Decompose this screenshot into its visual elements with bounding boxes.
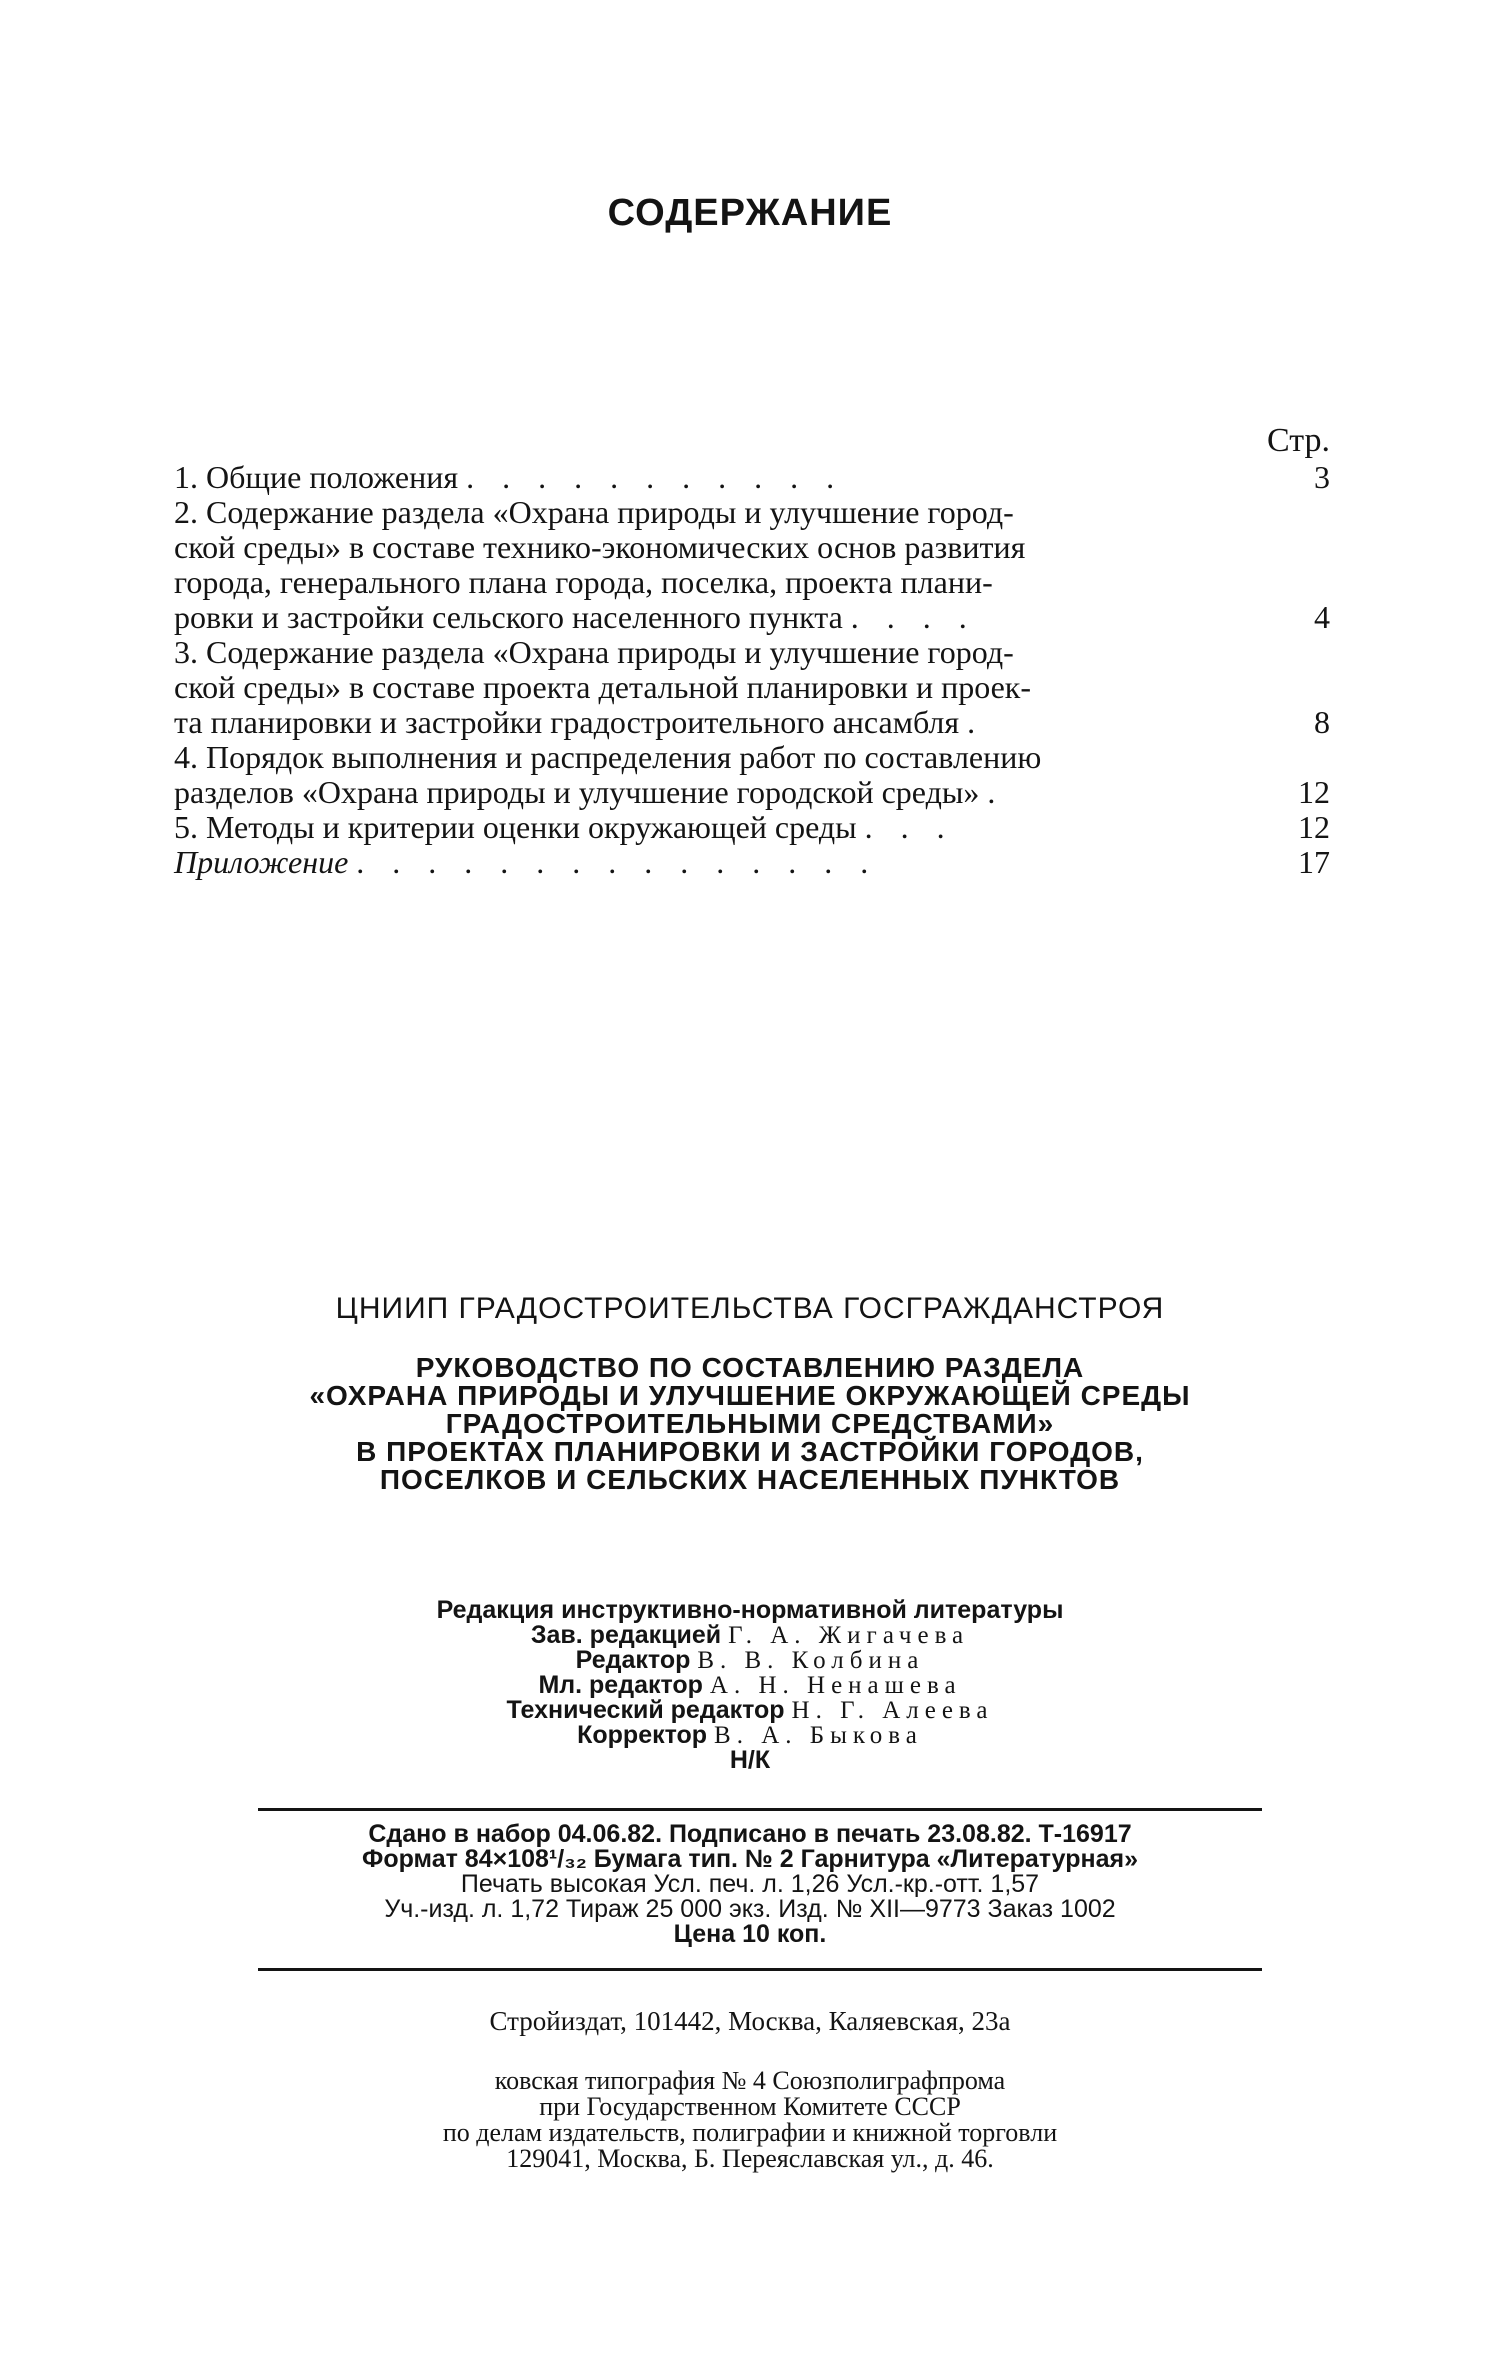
- printer-line: ковская типография № 4 Союзполиграфпрома: [494, 2066, 1006, 2095]
- organization-name: ЦНИИП ГРАДОСТРОИТЕЛЬСТВА ГОСГРАЖДАНСТРОЯ: [335, 1292, 1165, 1325]
- printer-line: при Государственном Комитете ССCР: [539, 2092, 961, 2121]
- credit-name: Г. А. Жигачева: [728, 1622, 970, 1649]
- credit-line: [0, 1698, 1500, 1723]
- toc-leader: . . . . . . . . . . . . . . .: [356, 844, 879, 880]
- credit-name: А. Н. Ненашева: [709, 1672, 962, 1699]
- print-line: Цена 10 коп.: [673, 1920, 827, 1948]
- credit-name: В. А. Быкова: [714, 1722, 923, 1749]
- toc-entry-text: ской среды» в составе проекта детальной планировки и проек-: [174, 669, 1031, 705]
- toc-entry-text: 3. Содержание раздела «Охрана природы и улучшение город-: [174, 634, 1014, 670]
- guide-title: [190, 1354, 1310, 1494]
- guide-title-line: РУКОВОДСТВО ПО СОСТАВЛЕНИЮ РАЗДЕЛА: [415, 1352, 1085, 1383]
- printer-info: [0, 2068, 1500, 2172]
- toc-leader: .: [967, 704, 986, 740]
- guide-title-line: «ОХРАНА ПРИРОДЫ И УЛУЧШЕНИЕ ОКРУЖАЮЩЕЙ СРЕДЫ: [309, 1380, 1191, 1411]
- toc-entry-text: города, генерального плана города, поселка, проекта плани-: [174, 564, 993, 600]
- credit-role: Мл. редактор: [538, 1671, 703, 1699]
- credit-line: [0, 1723, 1500, 1748]
- divider-top: [258, 1808, 1262, 1811]
- toc-leader: . . . .: [850, 599, 977, 635]
- credit-role: Редактор: [575, 1646, 691, 1674]
- toc-entry-5[interactable]: [174, 810, 1330, 845]
- guide-title-line: В ПРОЕКТАХ ПЛАНИРОВКИ И ЗАСТРОЙКИ ГОРОДОВ,: [356, 1436, 1144, 1467]
- credit-name: Н. Г. Алеева: [791, 1697, 994, 1724]
- page-column-label: Стр.: [1266, 422, 1330, 459]
- toc-leader: . . . . . . . . . . .: [466, 459, 845, 495]
- toc-entry-appendix[interactable]: [174, 845, 1330, 880]
- toc-title: СОДЕРЖАНИЕ: [607, 192, 893, 234]
- toc-entry-text: 5. Методы и критерии оценки окружающей среды: [174, 809, 857, 845]
- guide-title-line: ПОСЕЛКОВ И СЕЛЬСКИХ НАСЕЛЕННЫХ ПУНКТОВ: [379, 1464, 1121, 1495]
- toc-entry-text: ской среды» в составе технико-экономических основ развития: [174, 529, 1026, 565]
- toc-entry-text: ровки и застройки сельского населенного пункта: [174, 599, 843, 635]
- toc-leader: . . .: [864, 809, 955, 845]
- toc-entry-text: 1. Общие положения: [174, 459, 459, 495]
- credit-line: [0, 1648, 1500, 1673]
- imprint-code: Н/К: [729, 1746, 771, 1774]
- credit-role: Корректор: [577, 1721, 708, 1749]
- credit-role: Редакция инструктивно-нормативной литературы: [436, 1596, 1064, 1624]
- table-of-contents: [174, 460, 1330, 880]
- credit-role: Технический редактор: [506, 1696, 785, 1724]
- toc-page-number: 4: [1314, 599, 1330, 635]
- printer-line: по делам издательств, полиграфии и книжной торговли: [442, 2118, 1058, 2147]
- toc-entry-2[interactable]: [174, 495, 1330, 635]
- toc-entry-3[interactable]: [174, 635, 1330, 740]
- publisher-address: Стройиздат, 101442, Москва, Каляевская, 23а: [489, 2006, 1011, 2036]
- credit-role: Зав. редакцией: [530, 1621, 722, 1649]
- credit-line: [0, 1673, 1500, 1698]
- toc-entry-text: 2. Содержание раздела «Охрана природы и улучшение город-: [174, 494, 1014, 530]
- credit-line: [0, 1623, 1500, 1648]
- divider-bottom: [258, 1968, 1262, 1971]
- toc-page-number: 17: [1298, 844, 1330, 880]
- editorial-credits: [0, 1598, 1500, 1773]
- toc-leader: .: [987, 774, 1006, 810]
- toc-page-number: 3: [1314, 459, 1330, 495]
- guide-title-line: ГРАДОСТРОИТЕЛЬНЫМИ СРЕДСТВАМИ»: [445, 1408, 1055, 1439]
- toc-entry-4[interactable]: [174, 740, 1330, 810]
- toc-entry-text: 4. Порядок выполнения и распределения работ по составлению: [174, 739, 1042, 775]
- printer-line: 129041, Москва, Б. Переяславская ул., д. 46.: [506, 2144, 994, 2173]
- print-details: [0, 1822, 1500, 1947]
- toc-page-number: 12: [1298, 809, 1330, 845]
- print-line: Уч.-изд. л. 1,72 Тираж 25 000 экз. Изд. № XII—9773 Заказ 1002: [384, 1895, 1116, 1923]
- print-line: Формат 84×108¹/₃₂ Бумага тип. № 2 Гарнитура «Литературная»: [361, 1845, 1138, 1873]
- print-line: Сдано в набор 04.06.82. Подписано в печать 23.08.82. Т-16917: [368, 1820, 1132, 1848]
- credit-line: [0, 1598, 1500, 1623]
- print-line: Печать высокая Усл. печ. л. 1,26 Усл.-кр.-отт. 1,57: [460, 1870, 1040, 1898]
- toc-page-number: 8: [1314, 704, 1330, 740]
- toc-entry-text: разделов «Охрана природы и улучшение городской среды»: [174, 774, 980, 810]
- credit-name: В. В. Колбина: [697, 1647, 925, 1674]
- toc-entry-1[interactable]: [174, 460, 1330, 495]
- toc-entry-text: Приложение: [174, 844, 349, 880]
- toc-entry-text: та планировки и застройки градостроительного ансамбля: [174, 704, 960, 740]
- toc-page-number: 12: [1298, 774, 1330, 810]
